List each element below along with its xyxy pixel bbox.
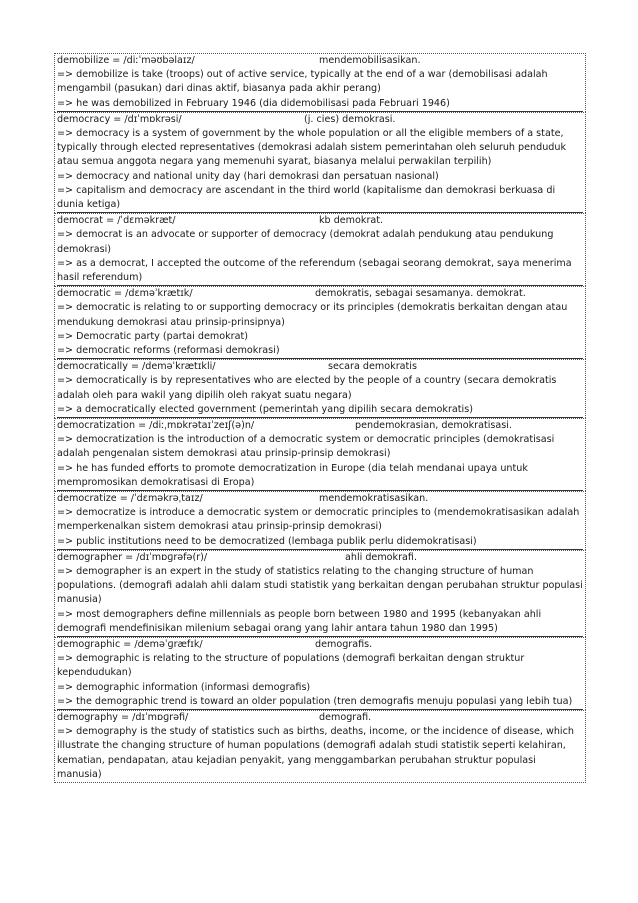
entry-term: demographic = /deməˈɡræfɪk/ [57,639,203,650]
example-line: => as a democrat, I accepted the outcome of the referendum (sebagai seorang demokrat, saya menerima hasil referendum) [57,257,583,286]
example-line: => demography is the study of statistics such as births, deaths, income, or the incidence of disease, which illustrate the changing structure of human populations (demografi adalah studi statistik seperti kelahiran, kematian, pendapatan, atau kejadian penyakit, yang menggambarkan perubahan struktur populasi manusia) [57,726,574,780]
example-line: => democratic is relating to or supporting democracy or its principles (demokratis berkaitan dengan atau mendukung demokrasi atau prinsip-prinsipnya) [57,302,568,328]
example-line: => democratic reforms (reformasi demokrasi) [57,344,583,359]
entry-headline [57,360,583,374]
dictionary-entry [54,550,586,637]
entry-term: demographer = /dɪˈmɒɡrəfə(r)/ [57,551,208,563]
example-line: => demographer is an expert in the study of statistics relating to the changing structure of human populations. (demografi adalah ahli dalam studi statistik yang berkaitan dengan perubahan struktur populasi manusia) [57,565,583,606]
entry-meaning: ahli demokrafi. [345,551,418,563]
dictionary-entry [54,637,586,710]
entry-meaning: demografi. [319,712,372,723]
example-line: => demographic information (informasi demografis) [57,681,311,693]
example-line: => democratize is introduce a democratic system or democratic principles to (mendemokratisasikan adalah memperkenalkan sistem demokrasi atau prinsip-prinsip demokrasi) [57,507,580,533]
example-line: => Democratic party (partai demokrat) [57,330,248,342]
example-line: => a democratically elected government (pemerintah yang dipilih secara demokratis) [57,403,583,418]
entry-term: demography = /dɪˈmɒɡrəfi/ [57,712,189,723]
entry-meaning: (j. cies) demokrasi. [304,113,396,125]
example-line: => most demographers define millennials as people born between 1980 and 1995 (kebanyakan ahli demografi mendefinisikan milenium sebagai orang yang lahir antara tahun 1980 dan 1995) [57,608,583,637]
example-line: => democrat is an advocate or supporter of democracy (demokrat adalah pendukung atau pendukung demokrasi) [57,229,554,255]
entry-headline [57,287,583,301]
entry-term: democratize = /ˈdɛməkrəˌtaɪz/ [57,493,203,504]
entry-meaning: kb demokrat. [319,215,384,227]
entry-term: democratization = /diːˌmɒkrətaɪˈzeɪʃ(ə)n/ [57,420,255,431]
example-line: => the demographic trend is toward an older population (tren demografis menuju populasi yang lebih tua) [57,695,583,710]
entry-meaning: pendemokrasian, demokratisasi. [355,420,512,431]
entry-term: demobilize = /diːˈməʊbəlaɪz/ [57,55,195,66]
dictionary-entry [54,710,586,783]
example-line: => democratically is by representatives who are elected by the people of a country (secara demokratis adalah oleh para wakil yang dipilih oleh rakyat suatu negara) [57,375,557,401]
entry-term: democratically = /deməˈkrætɪkli/ [57,361,216,373]
example-line: => demobilize is take (troops) out of active service, typically at the end of a war (demobilisasi adalah mengambil (pasukan) dari dinas aktif, biasanya pada akhir perang) [57,69,548,95]
vocabulary-sheet [54,53,586,783]
entry-term: democracy = /dɪˈmɒkrəsi/ [57,113,182,125]
entry-headline [57,711,583,725]
example-line: => democratization is the introduction of a democratic system or democratic principles (demokratisasi adalah pengenalan sistem demokrasi atau prinsip-prinsip demokrasi) [57,434,555,460]
dictionary-entry [54,213,586,286]
entry-meaning: secara demokratis [328,361,417,373]
example-line: => capitalism and democracy are ascendant in the third world (kapitalisme dan demokrasi berkuasa di dunia ketiga) [57,184,583,213]
entry-term: democrat = /ˈdɛməkræt/ [57,215,176,227]
entry-headline [57,492,583,506]
dictionary-entry [54,359,586,418]
example-line: => demographic is relating to the structure of populations (demografi berkaitan dengan struktur kependudukan) [57,653,525,679]
example-line: => he was demobilized in February 1946 (dia didemobilisasi pada Februari 1946) [57,97,583,112]
entry-headline [57,419,583,433]
example-line: => democracy is a system of government by the whole population or all the eligible members of a state, typically through elected representatives (demokrasi adalah sistem pemerintahan oleh seluruh penduduk atau semua anggota negara yang memenuhi syarat, biasanya melalui perwakilan terpilih) [57,127,567,168]
example-line: => democracy and national unity day (hari demokrasi dan persatuan nasional) [57,170,439,182]
dictionary-entry [54,418,586,491]
entry-meaning: demografis. [315,639,373,650]
entry-headline [57,54,583,68]
entry-headline [57,551,583,565]
entry-headline [57,113,583,127]
entry-meaning: mendemobilisasikan. [319,55,421,66]
entry-headline [57,214,583,228]
entry-meaning: mendemokratisasikan. [319,493,429,504]
entry-term: democratic = /dɛməˈkrætɪk/ [57,288,193,300]
dictionary-entry [54,53,586,112]
dictionary-entry [54,491,586,550]
dictionary-entry [54,286,586,359]
entry-headline [57,638,583,652]
example-line: => he has funded efforts to promote democratization in Europe (dia telah mendanai upaya untuk mempromosikan demokratisasi di Eropa) [57,462,583,491]
example-line: => public institutions need to be democratized (lembaga publik perlu didemokratisasi) [57,535,583,550]
dictionary-entry [54,112,586,213]
entry-meaning: demokratis, sebagai sesamanya. demokrat. [315,288,526,300]
